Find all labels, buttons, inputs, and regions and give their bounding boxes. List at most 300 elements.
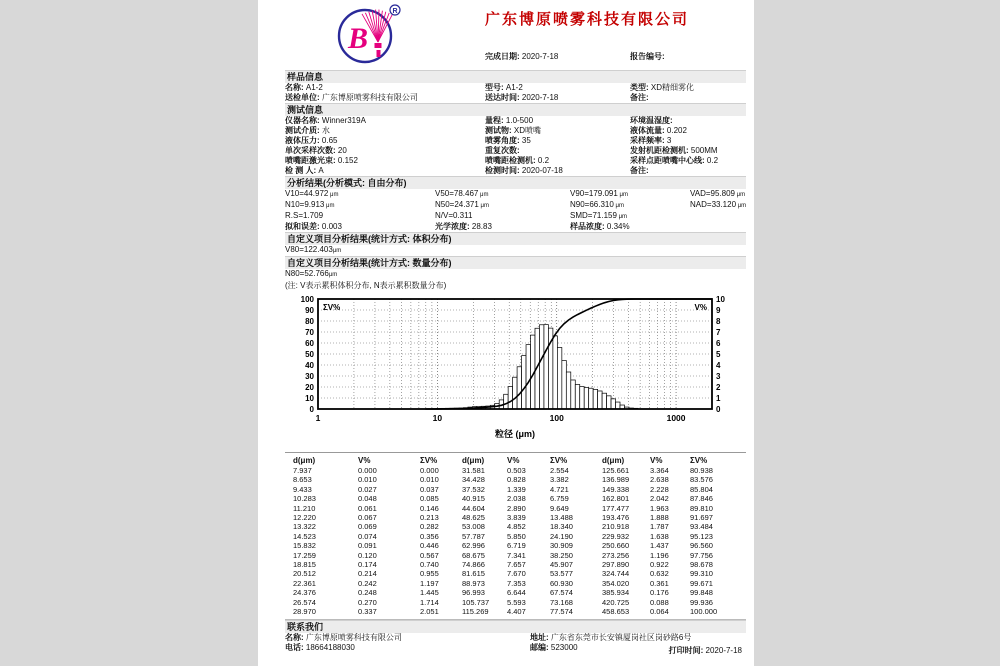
sample-field-label: 型号: [485, 83, 504, 92]
test-field-cell [630, 166, 746, 176]
table-cell: 7.937 [293, 466, 312, 475]
sample-field-cell [630, 93, 746, 103]
micron-unit: μm [616, 214, 628, 220]
table-cell: 22.361 [293, 578, 316, 588]
table-header-cell: V% [358, 456, 371, 465]
table-cell: 0.955 [420, 569, 439, 579]
table-row [285, 607, 746, 616]
test-field-cell [630, 126, 746, 136]
analysis-field-value: 0.34% [604, 222, 630, 231]
table-cell: 105.737 [462, 597, 490, 607]
table-cell: 31.581 [462, 466, 485, 475]
test-field-label: 采样点距喷嘴中心线: [630, 156, 705, 165]
table-cell: 91.697 [690, 513, 713, 523]
report-header [285, 0, 746, 70]
table-row [285, 569, 746, 578]
table-cell: 0.632 [650, 569, 669, 579]
micron-unit: μm [332, 248, 342, 254]
sample-field-label: 名称: [285, 83, 304, 92]
test-field-cell [285, 166, 485, 176]
table-cell: 1.787 [650, 522, 669, 532]
table-cell: 8.653 [293, 475, 312, 485]
sample-field-cell [485, 93, 630, 103]
sample-field-label: 送检单位: [285, 93, 320, 102]
analysis-field-cell [435, 222, 570, 232]
table-cell: 83.576 [690, 475, 713, 485]
test-field-value: 0.65 [319, 136, 338, 145]
table-cell: 17.259 [293, 550, 316, 560]
complete-date-label: 完成日期: [485, 52, 520, 61]
table-row [285, 522, 746, 531]
table-row [285, 588, 746, 597]
table-cell: 24.190 [550, 531, 573, 541]
table-cell: 2.042 [650, 494, 669, 504]
table-cell: 2.228 [650, 484, 669, 494]
test-field-cell [285, 146, 485, 156]
table-cell: 6.759 [550, 494, 569, 504]
table-cell: 100.000 [690, 607, 718, 617]
micron-unit: μm [324, 203, 335, 209]
svg-text:40: 40 [305, 360, 314, 370]
table-cell: 53.008 [462, 522, 485, 532]
table-cell: 0.282 [420, 522, 439, 532]
test-field-value: XD喷嘴 [511, 126, 542, 135]
table-cell: 89.810 [690, 503, 713, 513]
micron-unit: μm [478, 203, 489, 209]
table-cell: 57.787 [462, 531, 485, 541]
sample-field-value: XD精细雾化 [648, 83, 695, 92]
table-cell: 7.353 [507, 578, 526, 588]
sample-field-cell [285, 83, 485, 93]
sample-field-value: A1-2 [303, 83, 323, 92]
table-cell: 62.996 [462, 541, 485, 551]
analysis-field-cell [285, 189, 435, 200]
analysis-field-value: V50=78.467 [435, 189, 479, 198]
table-cell: 18.340 [550, 522, 573, 532]
test-field-row [285, 136, 746, 146]
table-cell: 0.000 [420, 466, 439, 475]
table-row [285, 513, 746, 522]
table-cell: 0.067 [358, 513, 377, 523]
complete-date-value: 2020-7-18 [521, 52, 559, 61]
analysis-field-cell [285, 222, 435, 232]
table-cell: 40.915 [462, 494, 485, 504]
custom-volume-result: V80=122.403μm [285, 245, 342, 254]
report-content [285, 70, 746, 653]
table-cell: 2.038 [507, 494, 526, 504]
svg-text:10: 10 [716, 294, 725, 304]
table-cell: 0.120 [358, 550, 377, 560]
test-field-label: 喷雾角度: [485, 136, 520, 145]
table-row [285, 551, 746, 560]
test-field-value: 0.202 [664, 126, 687, 135]
table-cell: 0.248 [358, 588, 377, 598]
analysis-field-value: V10=44.972 [285, 189, 329, 198]
table-row [285, 466, 746, 475]
analysis-field-cell [435, 211, 570, 222]
analysis-result-fields [285, 189, 746, 232]
test-field-label: 液体流量: [630, 126, 665, 135]
chart-container [282, 293, 746, 450]
table-cell: 3.839 [507, 513, 526, 523]
table-header-row [285, 455, 746, 466]
test-field-cell [285, 156, 485, 166]
table-row [285, 532, 746, 541]
table-cell: 0.446 [420, 541, 439, 551]
sample-field-label: 备注: [630, 93, 649, 102]
analysis-field-row [285, 211, 746, 222]
table-cell: 1.638 [650, 531, 669, 541]
table-cell: 3.364 [650, 466, 669, 475]
analysis-field-value: R.S=1.709 [285, 211, 324, 220]
table-cell: 354.020 [602, 578, 630, 588]
table-cell: 15.832 [293, 541, 316, 551]
sample-field-label: 送达时间: [485, 93, 520, 102]
contact-field-value: 18664188030 [303, 642, 355, 652]
table-cell: 0.174 [358, 560, 377, 570]
distribution-data-table [285, 452, 746, 620]
table-cell: 0.088 [650, 597, 669, 607]
table-cell: 0.000 [358, 466, 377, 475]
micron-unit: μm [613, 203, 624, 209]
analysis-field-value: N50=24.371 [435, 200, 479, 209]
test-field-row [285, 156, 746, 166]
svg-text:0: 0 [309, 404, 314, 414]
svg-text:8: 8 [716, 316, 721, 326]
table-cell: 0.064 [650, 607, 669, 617]
table-cell: 67.574 [550, 588, 573, 598]
table-cell: 385.934 [602, 588, 630, 598]
test-field-label: 环境温湿度: [630, 116, 673, 125]
table-cell: 93.484 [690, 522, 713, 532]
table-cell: 6.644 [507, 588, 526, 598]
sample-field-label: 类型: [630, 83, 649, 92]
table-cell: 4.407 [507, 607, 526, 617]
table-row [285, 598, 746, 607]
svg-text:9: 9 [716, 305, 721, 315]
svg-text:1: 1 [315, 413, 321, 423]
test-field-cell [630, 136, 746, 146]
svg-text:2: 2 [716, 382, 721, 392]
analysis-field-value: 28.83 [469, 222, 492, 231]
contact-field-value: 广东博原喷雾科技有限公司 [303, 632, 402, 642]
micron-unit: μm [478, 192, 489, 198]
table-cell: 0.828 [507, 475, 526, 485]
table-cell: 44.604 [462, 503, 485, 513]
particle-size-distribution-chart [282, 293, 742, 445]
table-cell: 34.428 [462, 475, 485, 485]
analysis-field-value: SMD=71.159 [570, 211, 617, 220]
table-cell: 96.993 [462, 588, 485, 598]
test-field-value: 0.152 [335, 156, 358, 165]
contact-field-label: 电话: [285, 642, 304, 652]
company-title: 广东博原喷雾科技有限公司 [485, 11, 690, 28]
test-field-cell [485, 146, 630, 156]
table-cell: 0.337 [358, 607, 377, 617]
svg-text:ΣV%: ΣV% [323, 303, 341, 312]
test-field-value: 水 [319, 126, 330, 135]
table-cell: 18.815 [293, 560, 316, 570]
table-cell: 1.714 [420, 597, 439, 607]
sample-field-cell [285, 93, 485, 103]
sample-field-row [285, 93, 746, 103]
table-cell: 11.210 [293, 503, 316, 513]
test-field-label: 重复次数: [485, 146, 520, 155]
test-field-label: 备注: [630, 166, 649, 175]
test-field-label: 检测时间: [485, 166, 520, 175]
table-cell: 2.051 [420, 607, 439, 617]
sample-field-row [285, 83, 746, 93]
table-cell: 210.918 [602, 522, 630, 532]
table-cell: 250.660 [602, 541, 630, 551]
table-cell: 28.970 [293, 607, 316, 617]
table-cell: 125.661 [602, 466, 630, 475]
table-cell: 4.721 [550, 484, 569, 494]
table-cell: 6.719 [507, 541, 526, 551]
analysis-field-label: 拟和误差: [285, 222, 320, 231]
table-row [285, 494, 746, 503]
svg-text:3: 3 [716, 371, 721, 381]
test-field-label: 采样频率: [630, 136, 665, 145]
table-cell: 87.846 [690, 494, 713, 504]
analysis-field-cell [435, 200, 570, 211]
test-field-value: 0.2 [535, 156, 550, 165]
table-cell: 5.850 [507, 531, 526, 541]
contact-field-label: 邮编: [530, 642, 549, 652]
analysis-field-cell [570, 189, 690, 200]
table-cell: 7.341 [507, 550, 526, 560]
table-cell: 30.909 [550, 541, 573, 551]
section-title-contact-us: 联系我们 [285, 620, 746, 633]
analysis-field-label: 样品浓度: [570, 222, 605, 231]
analysis-field-cell [690, 189, 746, 200]
table-cell: 229.932 [602, 531, 630, 541]
contact-field-label: 名称: [285, 632, 304, 642]
sample-field-cell [630, 83, 746, 93]
test-field-row [285, 166, 746, 176]
table-cell: 1.963 [650, 503, 669, 513]
table-cell: 273.256 [602, 550, 630, 560]
print-time-value: 2020-7-18 [705, 646, 742, 655]
table-cell: 37.532 [462, 484, 485, 494]
section-title-test-info: 测试信息 [285, 103, 746, 116]
analysis-field-cell [285, 211, 435, 222]
test-field-row [285, 126, 746, 136]
table-row [285, 485, 746, 494]
analysis-field-cell [570, 211, 690, 222]
micron-unit: μm [328, 192, 339, 198]
sample-field-value: 广东博原喷雾科技有限公司 [319, 93, 418, 102]
sample-field-cell [485, 83, 630, 93]
table-cell: 9.433 [293, 484, 312, 494]
table-header-cell: ΣV% [690, 456, 708, 465]
section-title-custom-volume: 自定义项目分析结果(统计方式: 体积分布) [285, 232, 746, 245]
table-cell: 149.338 [602, 484, 630, 494]
analysis-field-value: N90=66.310 [570, 200, 614, 209]
test-field-value: 2020-07-18 [519, 166, 563, 175]
svg-text:100: 100 [549, 413, 564, 423]
sample-field-value: A1-2 [503, 83, 523, 92]
test-field-label: 发射机距检测机: [630, 146, 689, 155]
table-row [285, 541, 746, 550]
analysis-field-label: 光学浓度: [435, 222, 470, 231]
analysis-field-value: NAD=33.120 [690, 200, 737, 209]
table-cell: 136.989 [602, 475, 630, 485]
test-field-label: 液体压力: [285, 136, 320, 145]
svg-text:20: 20 [305, 382, 314, 392]
table-cell: 324.744 [602, 569, 630, 579]
table-cell: 80.938 [690, 466, 713, 475]
test-field-value: 0.2 [704, 156, 719, 165]
print-time [669, 645, 742, 656]
micron-unit: μm [735, 192, 746, 198]
svg-text:70: 70 [305, 327, 314, 337]
company-logo-icon [335, 2, 423, 66]
table-cell: 2.554 [550, 466, 569, 475]
table-cell: 99.848 [690, 588, 713, 598]
contact-field-cell [285, 643, 530, 653]
table-cell: 99.936 [690, 597, 713, 607]
table-cell: 0.176 [650, 588, 669, 598]
analysis-field-cell [690, 200, 746, 211]
test-info-fields [285, 116, 746, 176]
svg-text:50: 50 [305, 349, 314, 359]
table-cell: 96.560 [690, 541, 713, 551]
table-header-cell: d(μm) [462, 456, 485, 465]
test-field-cell [630, 116, 746, 126]
table-cell: 297.890 [602, 560, 630, 570]
test-field-value: A [316, 166, 324, 175]
table-header-cell: ΣV% [420, 456, 438, 465]
test-field-label: 仪器名称: [285, 116, 320, 125]
table-cell: 0.356 [420, 531, 439, 541]
test-field-cell [285, 116, 485, 126]
table-cell: 0.091 [358, 541, 377, 551]
table-cell: 0.085 [420, 494, 439, 504]
svg-text:粒径 (μm): 粒径 (μm) [494, 429, 536, 439]
test-field-cell [630, 146, 746, 156]
table-cell: 13.488 [550, 513, 573, 523]
contact-field-row [285, 633, 746, 643]
table-cell: 0.361 [650, 578, 669, 588]
test-field-cell [485, 156, 630, 166]
table-cell: 0.037 [420, 484, 439, 494]
svg-text:4: 4 [716, 360, 721, 370]
test-field-value: 500MM [688, 146, 718, 155]
contact-field-value: 523000 [548, 642, 578, 652]
table-cell: 0.146 [420, 503, 439, 513]
svg-text:7: 7 [716, 327, 721, 337]
sample-field-value: 2020-7-18 [519, 93, 559, 102]
svg-text:0: 0 [716, 404, 721, 414]
table-cell: 0.048 [358, 494, 377, 504]
report-no-label: 报告编号: [630, 52, 665, 61]
table-cell: 88.973 [462, 578, 485, 588]
sample-info-fields [285, 83, 746, 103]
test-field-label: 单次采样次数: [285, 146, 336, 155]
test-field-cell [485, 166, 630, 176]
svg-text:V%: V% [694, 303, 707, 312]
table-cell: 95.123 [690, 531, 713, 541]
table-cell: 73.168 [550, 597, 573, 607]
test-field-label: 测试物: [485, 126, 512, 135]
table-cell: 12.220 [293, 513, 316, 523]
table-cell: 177.477 [602, 503, 630, 513]
table-cell: 0.922 [650, 560, 669, 570]
table-cell: 60.930 [550, 578, 573, 588]
analysis-field-value: N/V=0.311 [435, 211, 473, 220]
analysis-field-value: VAD=95.809 [690, 189, 735, 198]
table-cell: 0.213 [420, 513, 439, 523]
table-cell: 81.615 [462, 569, 485, 579]
svg-text:R: R [392, 7, 398, 15]
micron-unit: μm [328, 272, 338, 278]
contact-field-value: 广东省东莞市长安镇厦岗社区岗砂路6号 [548, 632, 692, 642]
test-field-cell [285, 126, 485, 136]
svg-text:10: 10 [305, 393, 314, 403]
test-field-cell [485, 116, 630, 126]
test-field-label: 喷嘴距检测机: [485, 156, 536, 165]
test-field-row [285, 146, 746, 156]
analysis-field-value: 0.003 [319, 222, 342, 231]
test-field-value: 35 [519, 136, 531, 145]
table-header-cell: d(μm) [602, 456, 625, 465]
analysis-field-value: V90=179.091 [570, 189, 618, 198]
table-cell: 0.010 [358, 475, 377, 485]
table-cell: 115.269 [462, 607, 489, 617]
table-cell: 3.382 [550, 475, 569, 485]
svg-text:B: B [348, 22, 369, 55]
test-field-label: 检 测 人: [285, 166, 317, 175]
table-cell: 99.310 [690, 569, 713, 579]
table-cell: 0.027 [358, 484, 377, 494]
table-cell: 2.890 [507, 503, 526, 513]
micron-unit: μm [617, 192, 628, 198]
table-cell: 68.675 [462, 550, 485, 560]
analysis-field-cell [285, 200, 435, 211]
test-field-cell [485, 126, 630, 136]
test-field-label: 测试介质: [285, 126, 320, 135]
test-field-value: 1.0-500 [503, 116, 534, 125]
table-cell: 1.888 [650, 513, 669, 523]
table-cell: 97.756 [690, 550, 713, 560]
table-cell: 0.061 [358, 503, 377, 513]
table-cell: 193.476 [602, 513, 630, 523]
table-cell: 162.801 [602, 494, 630, 504]
table-cell: 4.852 [507, 522, 526, 532]
analysis-field-cell [570, 200, 690, 211]
svg-text:100: 100 [300, 294, 314, 304]
test-field-value: 3 [664, 136, 672, 145]
section-title-custom-number: 自定义项目分析结果(统计方式: 数量分布) [285, 256, 746, 269]
svg-text:80: 80 [305, 316, 314, 326]
table-cell: 1.339 [507, 484, 526, 494]
table-cell: 1.437 [650, 541, 669, 551]
table-cell: 0.740 [420, 560, 439, 570]
table-header-cell: d(μm) [293, 456, 316, 465]
test-field-cell [630, 156, 746, 166]
table-cell: 0.242 [358, 578, 377, 588]
svg-text:6: 6 [716, 338, 721, 348]
section-title-sample-info: 样品信息 [285, 70, 746, 83]
analysis-field-row [285, 189, 746, 200]
table-cell: 74.866 [462, 560, 485, 570]
test-field-cell [485, 136, 630, 146]
table-cell: 2.638 [650, 475, 669, 485]
table-cell: 53.577 [550, 569, 573, 579]
table-cell: 0.567 [420, 550, 439, 560]
table-cell: 48.625 [462, 513, 485, 523]
